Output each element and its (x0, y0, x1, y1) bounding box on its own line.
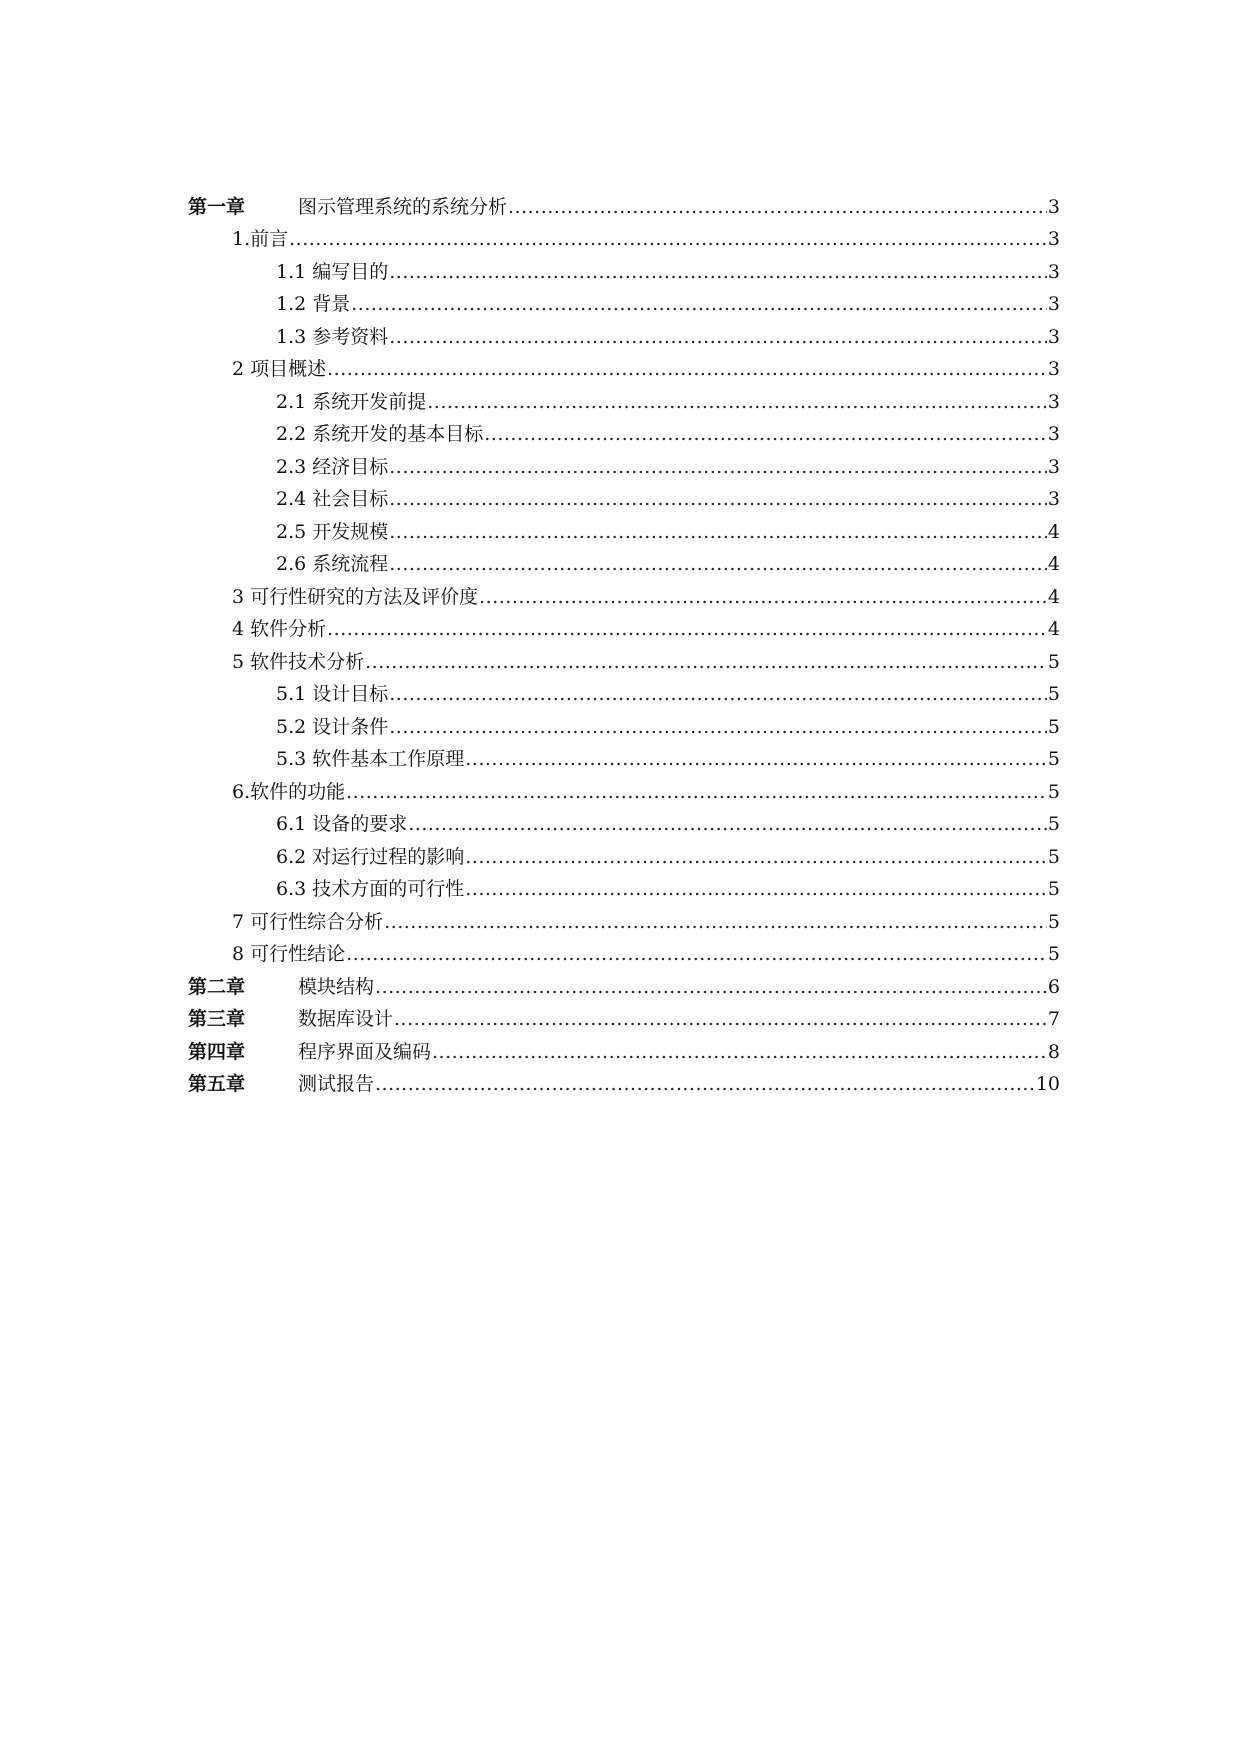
toc-entry-title: 2.5 开发规模 (276, 520, 389, 543)
toc-entry[interactable] (188, 479, 1060, 512)
toc-entry[interactable] (188, 901, 1060, 934)
toc-entry[interactable] (188, 446, 1060, 479)
toc-entry-title: 3 可行性研究的方法及评价度 (232, 585, 479, 608)
toc-chapter-label: 第五章 (188, 1073, 246, 1095)
toc-entry[interactable] (188, 836, 1060, 869)
toc-entry[interactable] (188, 739, 1060, 772)
toc-entry[interactable] (188, 674, 1060, 707)
toc-entry-title: 程序界面及编码 (298, 1040, 432, 1063)
toc-page-number: 4 (1047, 618, 1060, 640)
toc-chapter-entry[interactable] (188, 186, 1060, 219)
toc-entry[interactable] (188, 771, 1060, 804)
toc-chapter-label: 第一章 (188, 195, 246, 218)
toc-entry-title: 6.软件的功能 (232, 780, 346, 803)
table-of-contents (188, 186, 1060, 1096)
toc-entry-title: 6.1 设备的要求 (276, 813, 408, 835)
dot-leader (389, 487, 1047, 511)
toc-entry-title: 6.3 技术方面的可行性 (276, 878, 465, 900)
dot-leader (346, 780, 1047, 804)
toc-entry-title: 1.前言 (232, 228, 289, 250)
dot-leader (389, 260, 1047, 284)
toc-page-number: 5 (1047, 943, 1060, 965)
toc-chapter-label: 第二章 (188, 975, 246, 998)
toc-entry-title: 4 软件分析 (232, 618, 327, 640)
toc-entry-title: 5.2 设计条件 (276, 715, 389, 738)
toc-page-number: 7 (1047, 1008, 1060, 1030)
dot-leader (346, 942, 1047, 966)
toc-chapter-entry[interactable] (188, 1064, 1060, 1097)
toc-entry-title: 5 软件技术分析 (232, 650, 365, 673)
dot-leader (389, 682, 1047, 706)
toc-page-number: 3 (1047, 293, 1060, 315)
toc-page-number: 4 (1047, 585, 1060, 608)
toc-entry-title: 1.1 编写目的 (276, 260, 389, 283)
dot-leader (427, 390, 1047, 414)
dot-leader (389, 325, 1047, 349)
toc-page-number: 5 (1047, 748, 1060, 770)
toc-entry[interactable] (188, 349, 1060, 382)
toc-page-number: 3 (1047, 358, 1060, 380)
toc-entry[interactable] (188, 609, 1060, 642)
dot-leader (408, 812, 1047, 836)
dot-leader (365, 650, 1047, 674)
toc-entry-title: 1.2 背景 (276, 293, 351, 315)
dot-leader (479, 585, 1047, 609)
toc-entry[interactable] (188, 576, 1060, 609)
toc-entry-title: 6.2 对运行过程的影响 (276, 845, 465, 868)
toc-entry-title: 2.6 系统流程 (276, 553, 389, 575)
toc-page-number: 5 (1047, 683, 1060, 705)
toc-chapter-entry[interactable] (188, 966, 1060, 999)
dot-leader (432, 1040, 1047, 1064)
toc-entry-title: 8 可行性结论 (232, 943, 346, 965)
dot-leader (389, 552, 1047, 576)
toc-page-number: 5 (1047, 813, 1060, 835)
toc-entry[interactable] (188, 804, 1060, 837)
toc-entry[interactable] (188, 414, 1060, 447)
toc-entry[interactable] (188, 544, 1060, 577)
toc-page-number: 5 (1047, 845, 1060, 868)
toc-entry-title: 数据库设计 (298, 1008, 394, 1030)
dot-leader (394, 1007, 1047, 1031)
toc-page-number: 3 (1047, 260, 1060, 283)
dot-leader (465, 845, 1047, 869)
dot-leader (389, 715, 1047, 739)
toc-page-number: 3 (1047, 228, 1060, 250)
toc-page-number: 5 (1047, 878, 1060, 900)
toc-page-number: 6 (1047, 975, 1060, 998)
toc-entry-title: 2 项目概述 (232, 358, 327, 380)
dot-leader (484, 422, 1047, 446)
toc-entry-title: 1.3 参考资料 (276, 325, 389, 348)
dot-leader (327, 617, 1047, 641)
toc-page-number: 5 (1047, 780, 1060, 803)
toc-entry[interactable] (188, 641, 1060, 674)
dot-leader (289, 227, 1047, 251)
toc-page-number: 3 (1047, 488, 1060, 510)
dot-leader (351, 292, 1047, 316)
toc-entry[interactable] (188, 706, 1060, 739)
toc-page-number: 4 (1047, 520, 1060, 543)
dot-leader (384, 910, 1047, 934)
toc-page-number: 3 (1047, 455, 1060, 478)
dot-leader (465, 877, 1047, 901)
toc-page-number: 4 (1047, 553, 1060, 575)
toc-page-number: 3 (1047, 325, 1060, 348)
toc-chapter-entry[interactable] (188, 1031, 1060, 1064)
toc-entry-title: 5.1 设计目标 (276, 683, 389, 705)
dot-leader (375, 975, 1047, 999)
toc-entry-title: 2.4 社会目标 (276, 488, 389, 510)
toc-page-number: 5 (1047, 910, 1060, 933)
dot-leader (375, 1072, 1035, 1096)
toc-page-number: 3 (1047, 390, 1060, 413)
toc-entry[interactable] (188, 511, 1060, 544)
toc-entry[interactable] (188, 381, 1060, 414)
toc-page-number: 3 (1047, 423, 1060, 445)
toc-page-number: 10 (1035, 1073, 1060, 1095)
dot-leader (508, 195, 1047, 219)
toc-entry[interactable] (188, 284, 1060, 317)
toc-page-number: 3 (1047, 195, 1060, 218)
toc-page-number: 8 (1047, 1040, 1060, 1063)
toc-entry[interactable] (188, 316, 1060, 349)
toc-entry[interactable] (188, 934, 1060, 967)
toc-entry-title: 图示管理系统的系统分析 (298, 195, 508, 218)
toc-entry-title: 模块结构 (298, 975, 375, 998)
toc-entry-title: 7 可行性综合分析 (232, 910, 384, 933)
toc-chapter-entry[interactable] (188, 999, 1060, 1032)
dot-leader (389, 455, 1047, 479)
toc-entry-title: 2.3 经济目标 (276, 455, 389, 478)
toc-chapter-label: 第四章 (188, 1040, 246, 1063)
toc-page-number: 5 (1047, 650, 1060, 673)
toc-entry[interactable] (188, 869, 1060, 902)
toc-entry-title: 测试报告 (298, 1073, 375, 1095)
toc-entry-title: 2.1 系统开发前提 (276, 390, 427, 413)
toc-entry[interactable] (188, 251, 1060, 284)
dot-leader (327, 357, 1047, 381)
dot-leader (465, 747, 1047, 771)
toc-entry-title: 2.2 系统开发的基本目标 (276, 423, 484, 445)
toc-entry[interactable] (188, 219, 1060, 252)
toc-chapter-label: 第三章 (188, 1008, 246, 1030)
dot-leader (389, 520, 1047, 544)
toc-page-number: 5 (1047, 715, 1060, 738)
toc-entry-title: 5.3 软件基本工作原理 (276, 748, 465, 770)
